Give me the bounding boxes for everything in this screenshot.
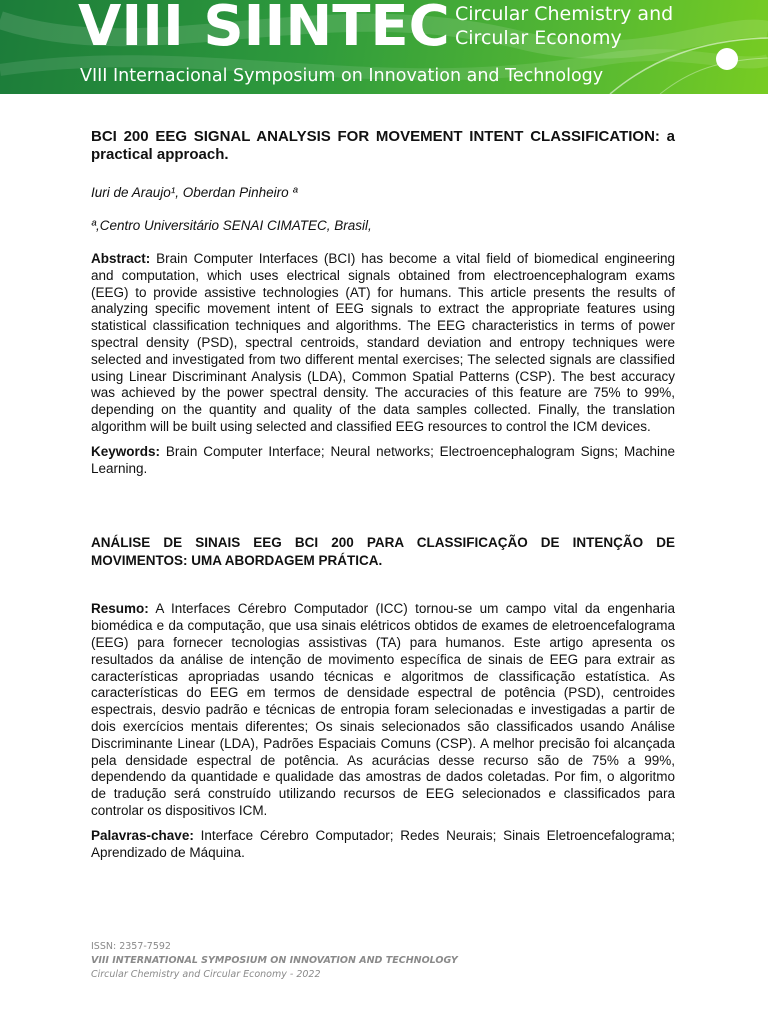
- paper-authors: Iuri de Araujo¹, Oberdan Pinheiro ª: [91, 185, 298, 200]
- palavras-chave-paragraph: [91, 828, 675, 862]
- event-theme: [455, 2, 673, 50]
- resumo-text: A Interfaces Cérebro Computador (ICC) tornou-se um campo vital da engenharia biomédica e da computação, que usa sinais elétricos obtidos de exames de eletroencefalograma (EEG) para fornecer tecnologias assistivas (TA) para humanos. Este artigo apresenta os resultados da análise de intenção de movimento específica de sinais de EEG para extrair as características apropriadas usando técnicas e algoritmos de classificação estatística. As características do EEG em termos de densidade espectral de potência (PSD), centroides espectrais, desvio padrão e técnicas de entropia foram selecionadas e investigadas a partir de dois exercícios mentais diferentes; Os sinais selecionados são classificados usando Análise Discriminante Linear (LDA), Padrões Espaciais Comuns (CSP). A melhor precisão foi alcançada pela densidade espectral de potência. As acurácias desse recurso são de 75% a 99%, dependendo da quantidade e qualidade das amostras de dados coletadas. Por fim, o algoritmo de tradução será construído utilizando recursos de EEG selecionados e classificados para controlar os dispositivos ICM.: [91, 601, 675, 818]
- banner-dot-icon: [716, 48, 738, 70]
- resumo-paragraph: [91, 601, 675, 819]
- paper-title-portuguese: ANÁLISE DE SINAIS EEG BCI 200 PARA CLASSIFICAÇÃO DE INTENÇÃO DE MOVIMENTOS: UMA ABORDAGEM PRÁTICA.: [91, 535, 675, 569]
- resumo-label: Resumo:: [91, 601, 149, 617]
- abstract-paragraph: [91, 251, 675, 436]
- event-subtitle: VIII Internacional Symposium on Innovation and Technology: [80, 66, 604, 86]
- keywords-label: Keywords:: [91, 443, 161, 459]
- palavras-chave-label: Palavras-chave:: [91, 827, 194, 843]
- event-theme-line-2: Circular Economy: [455, 27, 622, 49]
- event-name: VIII SIINTEC: [78, 0, 450, 59]
- conference-banner: [0, 0, 768, 94]
- footer-issn: ISSN: 2357-7592: [91, 941, 171, 952]
- footer-symposium: VIII INTERNATIONAL SYMPOSIUM ON INNOVATION AND TECHNOLOGY: [91, 955, 458, 966]
- event-theme-line-1: Circular Chemistry and: [455, 3, 674, 25]
- abstract-label: Abstract:: [91, 251, 151, 266]
- palavras-chave-text: Interface Cérebro Computador; Redes Neurais; Sinais Eletroencefalograma; Aprendizado de Máquina.: [91, 827, 675, 860]
- paper-affiliation: ª,Centro Universitário SENAI CIMATEC, Brasil,: [91, 218, 372, 233]
- paper-title: BCI 200 EEG SIGNAL ANALYSIS FOR MOVEMENT INTENT CLASSIFICATION: a practical approach.: [91, 128, 675, 163]
- page-footer: [91, 940, 591, 982]
- abstract-text: Brain Computer Interfaces (BCI) has become a vital field of biomedical engineering and computation, which uses electrical signals obtained from electroencephalogram exams (EEG) to provide assistive technologies (AT) for humans. This article presents the results of analyzing specific movement intent of EEG signals to extract the appropriate features using statistical classification techniques and algorithms. The EEG characteristics in terms of power spectral density (PSD), spectral centroids, standard deviation and entropy techniques were selected and investigated from two different mental exercises; The selected signals are classified using Linear Discriminant Analysis (LDA), Common Spatial Patterns (CSP). The best accuracy was achieved by the power spectral density. The accuracies of this feature are 75% to 99%, depending on the quantity and quality of the data samples collected. Finally, the translation algorithm will be built using selected and classified EEG resources to control the ICM devices.: [91, 251, 675, 434]
- footer-edition: Circular Chemistry and Circular Economy - 2022: [91, 969, 321, 980]
- keywords-paragraph: [91, 444, 675, 478]
- keywords-text: Brain Computer Interface; Neural networks; Electroencephalogram Signs; Machine Learning.: [91, 443, 675, 476]
- paper-content: [91, 128, 675, 869]
